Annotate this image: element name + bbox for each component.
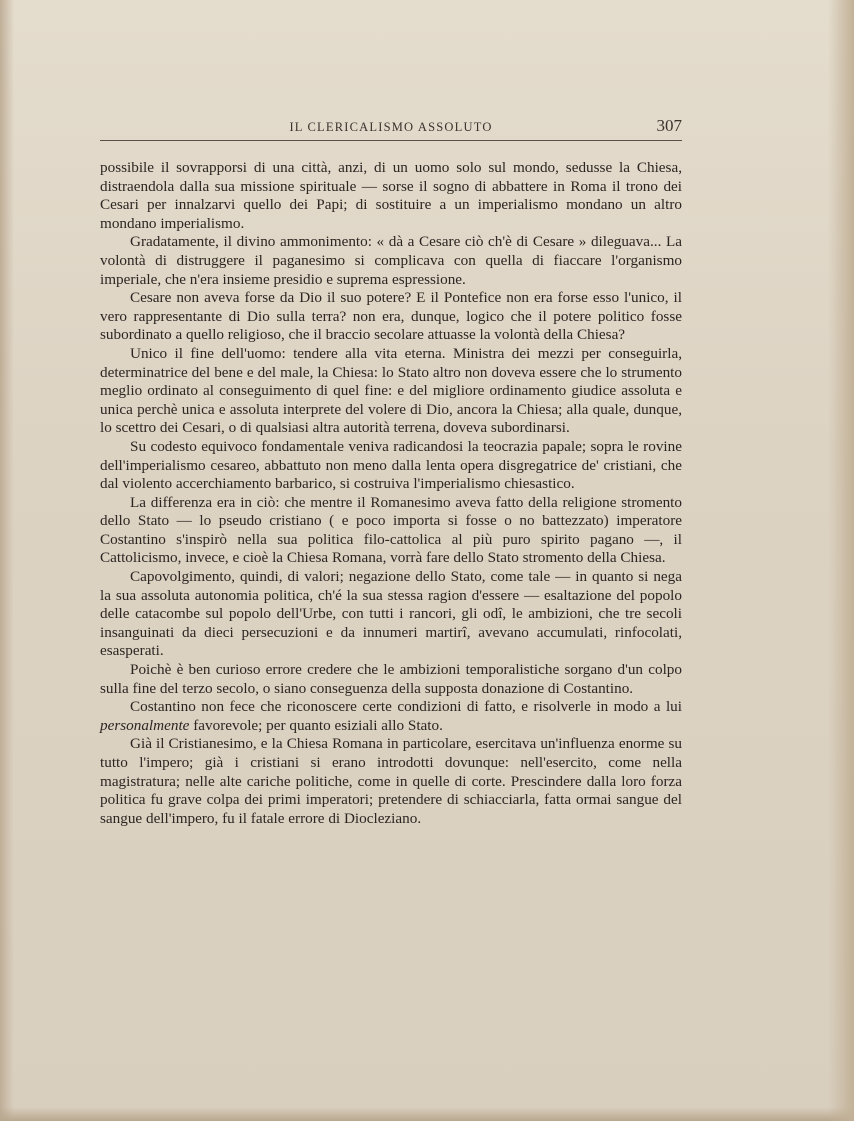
- italic-emphasis: personalmente: [100, 716, 190, 734]
- paragraph: La differenza era in ciò: che mentre il Romanesimo aveva fatto della religione stromento dello Stato — lo pseudo cristiano ( e poco importa si fosse o no battezzato) imperatore Costantino s'inspirò nella sua politica filo-cattolica al più puro spirito pagano —, il Cattolicismo, invece, e cioè la Chiesa Romana, vorrà fare dello Stato stromento della Chiesa.: [100, 493, 682, 567]
- page-number: 307: [656, 116, 682, 135]
- paragraph: possibile il sovrapporsi di una città, anzi, di un uomo solo sul mondo, sedusse la Chiesa, distraendola dalla sua missione spirituale — sorse il sogno di abbattere in Roma il trono dei Cesari per innalzarvi quello dei Papi; di sostituire a un imperialismo mondano un altro mondano imperialismo.: [100, 159, 682, 232]
- paragraph-costantino: [100, 698, 682, 735]
- text-run: Costantino non fece che riconoscere certe condizioni di fatto, e risolverle in modo a lui: [130, 698, 682, 716]
- paragraph: Già il Cristianesimo, e la Chiesa Romana in particolare, esercitava un'influenza enorme su tutto l'impero; già i cristiani si erano introdotti dovunque: nell'esercito, come nella magistratura; nelle alte cariche politiche, come in quelle di corte. Prescindere dalla loro forza politica fu grave colpa dei primi imperatori; pretendere di schiacciarla, fatta ormai sangue del sangue dell'impero, fu il fatale errore di Diocleziano.: [100, 735, 682, 827]
- running-head: IL CLERICALISMO ASSOLUTO: [289, 120, 493, 134]
- paragraph: Poichè è ben curioso errore credere che le ambizioni temporalistiche sorgano d'un colpo sulla fine del terzo secolo, o siano conseguenza della supposta donazione di Costantino.: [100, 661, 682, 697]
- page-bottom-edge: [0, 1107, 854, 1121]
- paragraph: Capovolgimento, quindi, di valori; negazione dello Stato, come tale — in quanto si nega la sua assoluta autonomia politica, ch'é la sua stessa ragion d'essere — esaltazione del popolo delle catacombe sul popolo dell'Urbe, con tutti i rancori, gli odî, le ambizioni, che tre secoli insanguinati da dieci persecuzioni e da innumeri martirî, avevano accumulati, rinfocolati, esasperati.: [100, 568, 682, 660]
- body-text: [100, 159, 682, 828]
- paragraph: Gradatamente, il divino ammonimento: « dà a Cesare ciò ch'è di Cesare » dileguava... La volontà di distruggere il paganesimo si complicava con quella di fiaccare l'organismo imperiale, che n'era insieme presidio e suprema espressione.: [100, 233, 682, 288]
- paragraph: Unico il fine dell'uomo: tendere alla vita eterna. Ministra dei mezzi per conseguirla, determinatrice del bene e del male, la Chiesa: lo Stato altro non doveva essere che lo strumento meglio ordinato al conseguimento di quel fine: e del migliore ordinamento giudice assoluta e unica perchè unica e assoluta interprete del volere di Dio, ancora la Chiesa; alla quale, dunque, lo scettro dei Cesari, o di qualsiasi altra autorità terrena, doveva subordinarsi.: [100, 344, 682, 437]
- paragraph: Su codesto equivoco fondamentale veniva radicandosi la teocrazia papale; sopra le rovine dell'imperialismo cesareo, abbattuto non meno dalla lenta opera disgregatrice de' cristiani, che dal violento accerchiamento barbarico, si costruiva l'imperialismo chiesastico.: [100, 437, 682, 493]
- paragraph: Cesare non aveva forse da Dio il suo potere? E il Pontefice non era forse esso l'unico, il vero rappresentante di Dio sulla terra? non era, dunque, logico che il potere politico fosse subordinato a quello religioso, che il braccio secolare attuasse la volontà della Chiesa?: [100, 289, 682, 344]
- text-run: favorevole; per quanto esiziali allo Stato.: [189, 716, 443, 734]
- page-header: [100, 118, 682, 141]
